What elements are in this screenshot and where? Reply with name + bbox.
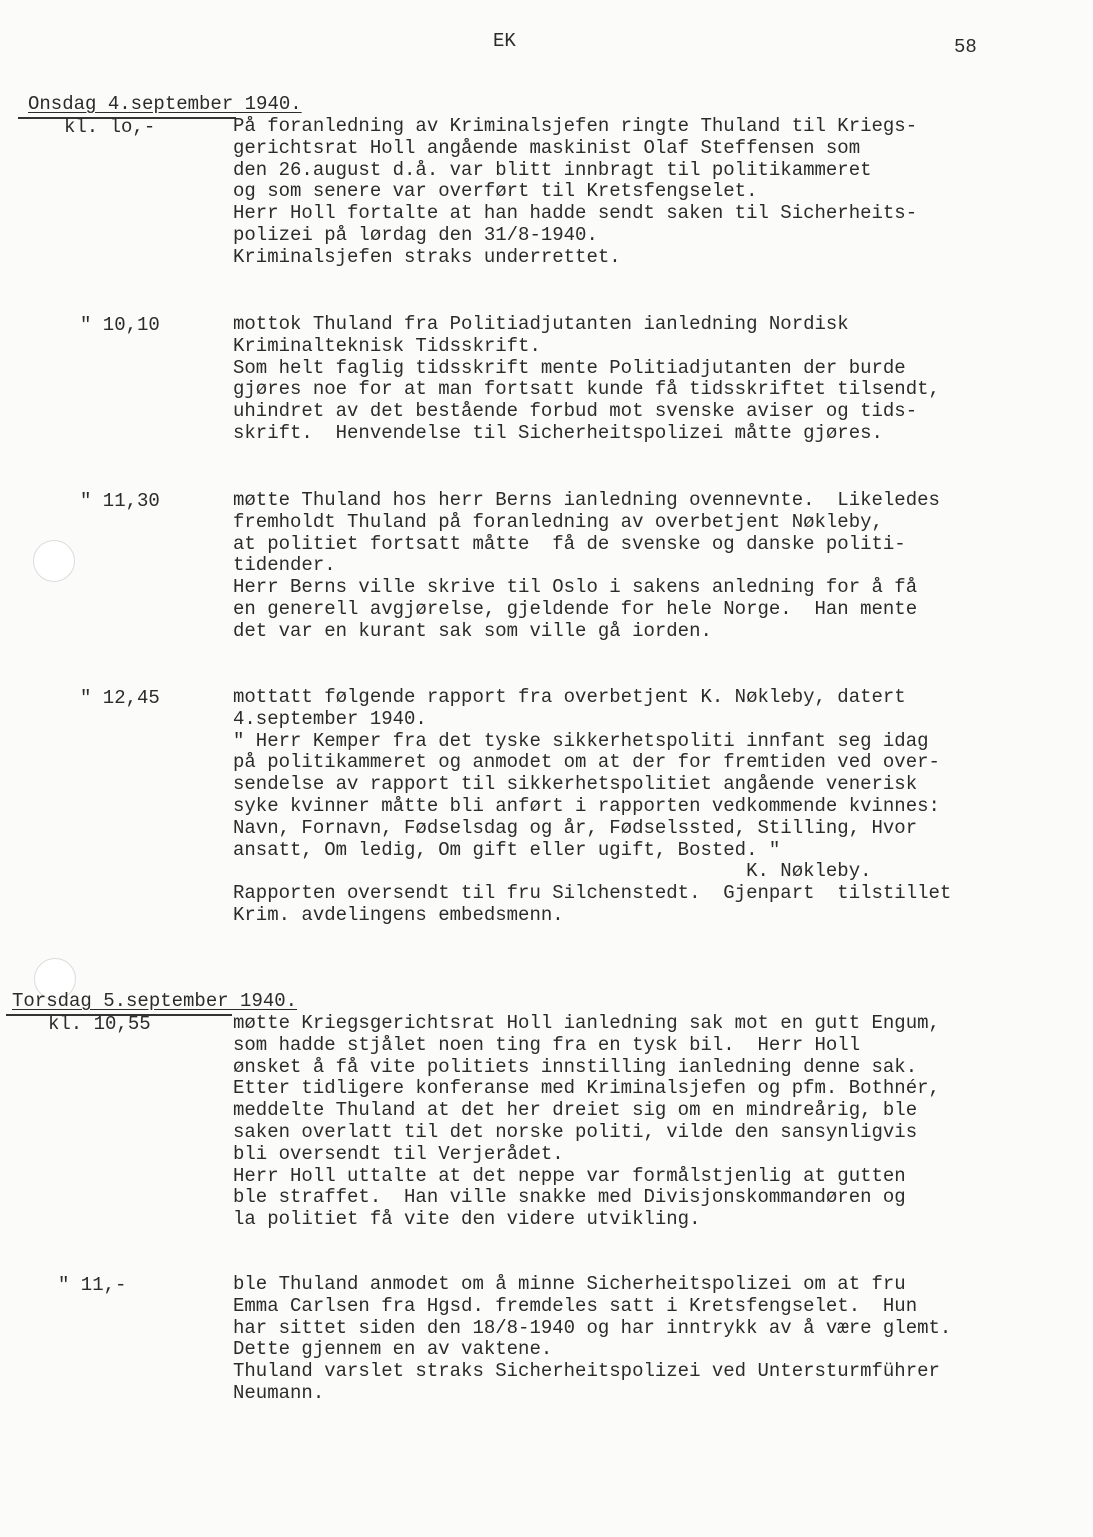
entry-line: tidender. bbox=[233, 554, 336, 577]
entry-line: " Herr Kemper fra det tyske sikkerhetspoliti innfant seg idag bbox=[233, 729, 929, 752]
entry-line: Rapporten oversendt til fru Silchenstedt. Gjenpart tilstillet bbox=[233, 882, 952, 905]
entry-line: mottok Thuland fra Politiadjutanten ianledning Nordisk bbox=[233, 313, 849, 335]
entry-line: meddelte Thuland at det her dreiet sig om en mindreårig, ble bbox=[233, 1099, 918, 1122]
log-entry bbox=[233, 687, 1073, 927]
entry-signature: K. Nøkleby. bbox=[233, 860, 872, 883]
entry-line: gjøres noe for at man fortsatt kunde få tidsskriftet tilsendt, bbox=[233, 378, 940, 401]
date-heading-wednesday: Onsdag 4.september 1940. bbox=[28, 93, 302, 115]
entry-line: møtte Kriegsgerichtsrat Holl ianledning sak mot en gutt Engum, bbox=[233, 1012, 940, 1034]
entry-line: Krim. avdelingens embedsmenn. bbox=[233, 903, 564, 926]
entry-line: gerichtsrat Holl angående maskinist Olaf Steffensen som bbox=[233, 136, 861, 159]
entry-time: " 10,10 bbox=[80, 314, 160, 336]
entry-line: fremholdt Thuland på foranledning av overbetjent Nøkleby, bbox=[233, 510, 883, 533]
entry-line: Herr Holl uttalte at det neppe var formålstjenlig at gutten bbox=[233, 1164, 906, 1187]
header-initials: EK bbox=[493, 30, 516, 52]
entry-line: det var en kurant sak som ville gå iorden. bbox=[233, 619, 712, 642]
entry-line: Som helt faglig tidsskrift mente Politiadjutanten der burde bbox=[233, 356, 906, 379]
entry-line: ble straffet. Han ville snakke med Divisjonskommandøren og bbox=[233, 1186, 906, 1209]
entry-line: Dette gjennem en av vaktene. bbox=[233, 1338, 553, 1361]
entry-line: uhindret av det bestående forbud mot svenske aviser og tids- bbox=[233, 400, 918, 423]
entry-line: den 26.august d.å. var blitt innbragt til politikammeret bbox=[233, 158, 872, 181]
entry-line: polizei på lørdag den 31/8-1940. bbox=[233, 223, 598, 246]
entry-time: kl. 10,55 bbox=[48, 1013, 151, 1035]
entry-line: sendelse av rapport til sikkerhetspolitiet angående venerisk bbox=[233, 773, 918, 796]
entry-line: mottatt følgende rapport fra overbetjent K. Nøkleby, datert bbox=[233, 686, 906, 708]
entry-time: " 11,30 bbox=[80, 490, 160, 512]
entry-line: på politikammeret og anmodet om at der for fremtiden ved over- bbox=[233, 751, 940, 774]
entry-line: la politiet få vite den videre utvikling. bbox=[233, 1208, 701, 1231]
entry-line: skrift. Henvendelse til Sicherheitspolizei måtte gjøres. bbox=[233, 421, 883, 444]
entry-line: Navn, Fornavn, Fødselsdag og år, Fødselssted, Stilling, Hvor bbox=[233, 816, 918, 839]
entry-line: 4.september 1940. bbox=[233, 707, 427, 730]
entry-line: har sittet siden den 18/8-1940 og har inntrykk av å være glemt. bbox=[233, 1316, 952, 1339]
punch-hole-upper bbox=[33, 540, 75, 582]
entry-line: På foranledning av Kriminalsjefen ringte Thuland til Kriegs- bbox=[233, 115, 918, 137]
entry-time: " 11,- bbox=[58, 1274, 127, 1296]
log-entry bbox=[233, 116, 1073, 269]
entry-line: Herr Holl fortalte at han hadde sendt saken til Sicherheits- bbox=[233, 202, 918, 225]
page-number: 58 bbox=[954, 36, 977, 58]
entry-line: ble Thuland anmodet om å minne Sicherheitspolizei om at fru bbox=[233, 1273, 906, 1295]
entry-line: Etter tidligere konferanse med Kriminalsjefen og pfm. Bothnér, bbox=[233, 1077, 940, 1100]
entry-line: Neumann. bbox=[233, 1381, 325, 1404]
entry-time: kl. lo,- bbox=[64, 116, 156, 138]
entry-line: saken overlatt til det norske politi, vilde den sansynligvis bbox=[233, 1120, 918, 1143]
entry-time: " 12,45 bbox=[80, 687, 160, 709]
entry-line: som hadde stjålet noen ting fra en tysk bil. Herr Holl bbox=[233, 1033, 861, 1056]
entry-line: syke kvinner måtte bli anført i rapporten vedkommende kvinnes: bbox=[233, 794, 940, 817]
entry-line: at politiet fortsatt måtte få de svenske og danske politi- bbox=[233, 532, 906, 555]
entry-line: ønsket å få vite politiets innstilling ianledning denne sak. bbox=[233, 1055, 918, 1078]
entry-line: Kriminalsjefen straks underrettet. bbox=[233, 245, 621, 268]
entry-line: Thuland varslet straks Sicherheitspolizei ved Untersturmführer bbox=[233, 1360, 940, 1383]
log-entry bbox=[233, 1274, 1073, 1405]
log-entry bbox=[233, 490, 1073, 643]
date-heading-thursday: Torsdag 5.september 1940. bbox=[12, 990, 298, 1012]
entry-line: bli oversendt til Verjerådet. bbox=[233, 1142, 564, 1165]
log-entry bbox=[233, 1013, 1073, 1231]
entry-line: Herr Berns ville skrive til Oslo i sakens anledning for å få bbox=[233, 576, 918, 599]
entry-line: og som senere var overført til Kretsfengselet. bbox=[233, 180, 758, 203]
entry-line: Kriminalteknisk Tidsskrift. bbox=[233, 334, 541, 357]
entry-line: en generell avgjørelse, gjeldende for hele Norge. Han mente bbox=[233, 597, 918, 620]
entry-line: møtte Thuland hos herr Berns ianledning ovennevnte. Likeledes bbox=[233, 489, 940, 511]
log-entry bbox=[233, 314, 1073, 445]
entry-line: Emma Carlsen fra Hgsd. fremdeles satt i Kretsfengselet. Hun bbox=[233, 1294, 918, 1317]
entry-line: ansatt, Om ledig, Om gift eller ugift, Bosted. " bbox=[233, 838, 781, 861]
